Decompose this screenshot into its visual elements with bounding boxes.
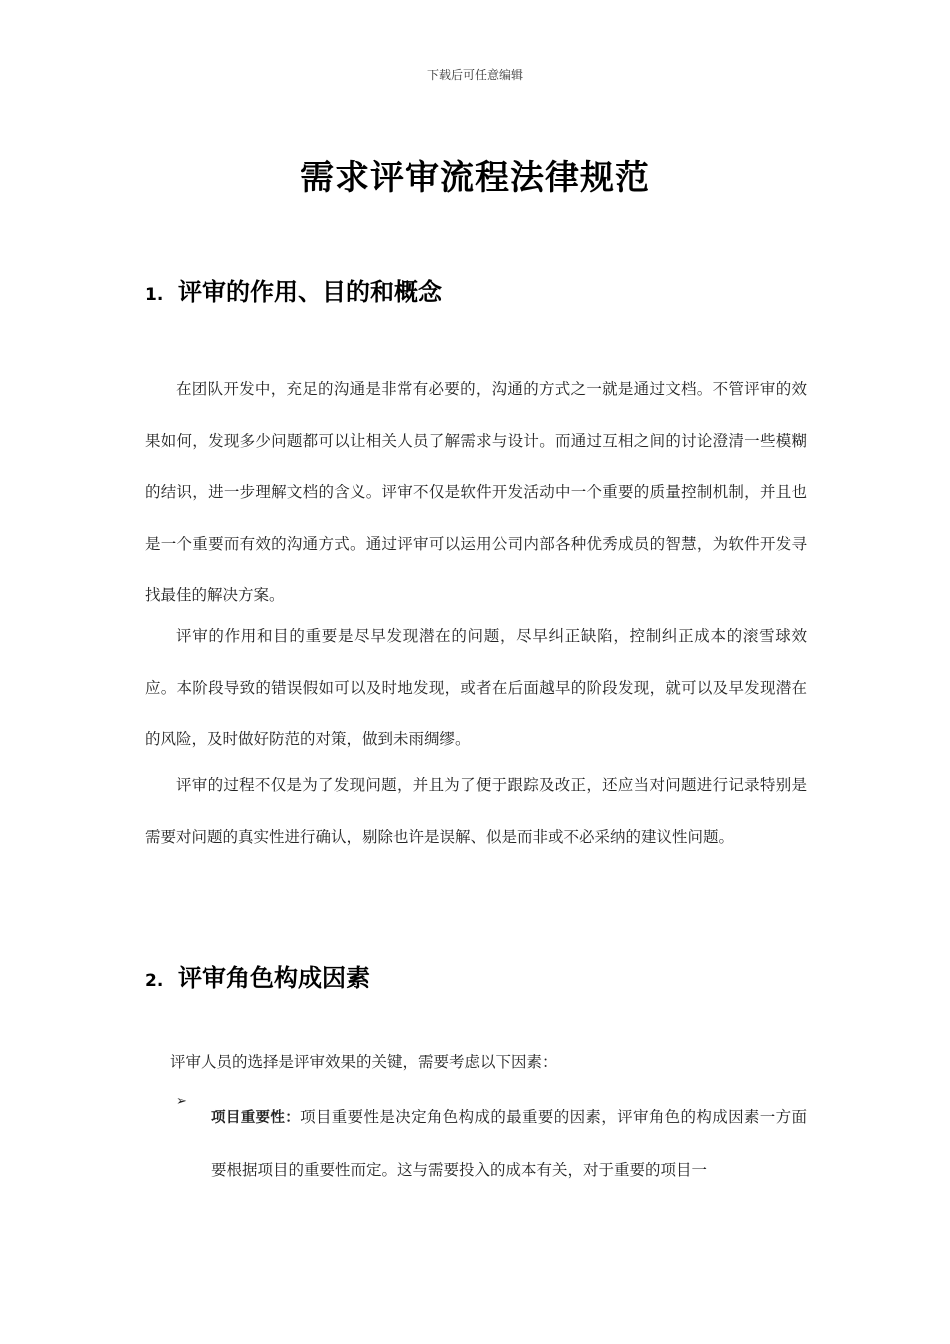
section-1-paragraph-2-block: [145, 611, 807, 766]
section-1-title: 评审的作用、目的和概念: [178, 278, 442, 306]
header-note: 下载后可任意编辑: [426, 68, 523, 82]
section-1-heading: [145, 272, 442, 307]
section-1-paragraph-2: 评审的作用和目的重要是尽早发现潜在的问题，尽早纠正缺陷，控制纠正成本的滚雪球效应。本阶段导致的错误假如可以及时地发现，或者在后面越早的阶段发现，就可以及早发现潜在的风险，及时做好防范的对策，做到未雨绸缪。: [145, 627, 807, 749]
section-2-title: 评审角色构成因素: [178, 964, 370, 992]
section-2-number: 2.: [145, 971, 164, 991]
section-1-paragraph-3: 评审的过程不仅是为了发现问题，并且为了便于跟踪及改正，还应当对问题进行记录特别是需要对问题的真实性进行确认，剔除也许是误解、似是而非或不必采纳的建议性问题。: [145, 776, 807, 846]
section-1-paragraph-1: 在团队开发中，充足的沟通是非常有必要的，沟通的方式之一就是通过文档。不管评审的效果如何，发现多少问题都可以让相关人员了解需求与设计。而通过互相之间的讨论澄清一些模糊的结识，进一步理解文档的含义。评审不仅是软件开发活动中一个重要的质量控制机制，并且也是一个重要而有效的沟通方式。通过评审可以运用公司内部各种优秀成员的智慧，为软件开发寻找最佳的解决方案。: [145, 380, 807, 605]
section-2-intro: 评审人员的选择是评审效果的关键，需要考虑以下因素：: [170, 1053, 558, 1071]
section-1-paragraph-3-block: [145, 760, 807, 863]
document-title: 需求评审流程法律规范: [300, 158, 650, 198]
section-1-number: 1.: [145, 285, 164, 305]
bullet-term: 项目重要性：: [211, 1110, 301, 1126]
arrow-bullet-icon: ➢: [176, 1094, 187, 1109]
section-2-heading: [145, 958, 370, 993]
section-1-paragraph-1-block: [145, 364, 807, 622]
bullet-item-project-importance: [211, 1092, 807, 1196]
bullet-text: 项目重要性是决定角色构成的最重要的因素，评审角色的构成因素一方面要根据项目的重要性而定。这与需要投入的成本有关，对于重要的项目一: [211, 1108, 807, 1179]
